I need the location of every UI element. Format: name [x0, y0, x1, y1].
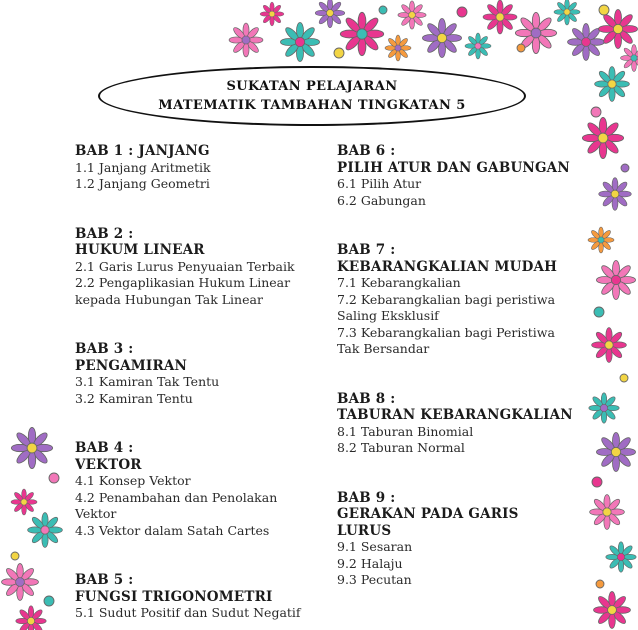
flower-icon	[483, 0, 517, 34]
flower-icon	[385, 35, 411, 61]
chapter-item-line: 2.1 Garis Lurus Penyuaian Terbaik	[75, 258, 295, 274]
flower-icon	[590, 495, 625, 530]
flower-icon	[592, 328, 627, 363]
chapter-heading-line: HUKUM LINEAR	[75, 242, 205, 258]
chapter-item-line: 3.2 Kamiran Tentu	[75, 390, 193, 406]
dot-icon	[621, 164, 629, 172]
flower-icon	[16, 606, 46, 630]
flower-icon	[515, 12, 556, 53]
chapter-item-line: 7.2 Kebarangkalian bagi peristiwa	[337, 291, 556, 307]
chapter-heading-line: VEKTOR	[75, 456, 142, 473]
flower-icon	[340, 12, 383, 55]
dot-icon	[599, 5, 609, 15]
chapter-heading-line: PENGAMIRAN	[75, 357, 188, 374]
flower-icon	[595, 67, 630, 102]
chapter-section	[337, 490, 552, 589]
chapter-heading-line: BAB 5 :	[75, 572, 134, 588]
chapter-section	[337, 242, 558, 358]
chapter-item-line: Saling Eksklusif	[337, 308, 439, 323]
chapter-item-line: 9.2 Halaju	[337, 555, 403, 571]
chapter-heading-line: GERAKAN PADA GARIS	[337, 506, 519, 522]
chapter-item-line: kepada Hubungan Tak Linear	[75, 291, 263, 307]
dot-icon	[620, 374, 628, 382]
dot-icon	[594, 307, 604, 317]
chapter-item-line: 5.1 Sudut Positif dan Sudut Negatif	[75, 605, 301, 620]
flower-icon	[568, 24, 605, 61]
chapter-heading-line: FUNGSI TRIGONOMETRI	[75, 588, 273, 605]
flower-icon	[260, 2, 284, 26]
chapter-section	[75, 143, 307, 193]
chapter-heading-line: BAB 9 :	[337, 489, 396, 506]
dot-icon	[49, 473, 59, 483]
flower-icon	[229, 23, 263, 57]
chapter-heading-line: LURUS	[337, 522, 392, 539]
flower-icon	[582, 117, 623, 158]
dot-icon	[592, 477, 602, 487]
flower-icon	[2, 564, 39, 601]
title-oval	[98, 66, 526, 126]
dot-icon	[334, 48, 344, 58]
flower-icon	[422, 18, 461, 57]
flower-icon	[315, 0, 345, 28]
chapter-item-line: 4.2 Penambahan dan Penolakan	[75, 489, 278, 505]
flower-icon	[554, 0, 580, 25]
chapter-item-line: 9.1 Sesaran	[337, 539, 413, 554]
flower-icon	[280, 22, 319, 61]
chapter-heading-line: BAB 6 :	[337, 143, 396, 159]
dot-icon	[379, 6, 387, 14]
chapter-item-line: 4.1 Konsep Vektor	[75, 473, 191, 488]
chapter-heading-line: BAB 1 : JANJANG	[75, 143, 210, 159]
dot-icon	[44, 596, 54, 606]
chapter-heading-line: TABURAN KEBARANGKALIAN	[337, 407, 573, 423]
chapter-item-line: Tak Bersandar	[337, 341, 430, 356]
chapter-section	[75, 226, 307, 309]
flower-icon	[606, 542, 636, 572]
chapter-item-line: 4.3 Vektor dalam Satah Cartes	[75, 522, 270, 538]
flower-icon	[588, 227, 614, 253]
flower-icon	[596, 432, 635, 471]
chapter-heading-line: PILIH ATUR DAN GABUNGAN	[337, 159, 570, 176]
flower-icon	[11, 489, 37, 515]
flower-icon	[598, 9, 637, 48]
dot-icon	[457, 7, 467, 17]
flower-icon	[11, 427, 52, 468]
left-column	[75, 143, 307, 622]
chapter-section	[337, 143, 570, 209]
flower-icon	[589, 393, 619, 423]
flower-icon	[398, 1, 426, 29]
right-column	[337, 143, 573, 622]
chapter-heading-line: BAB 4 :	[75, 440, 134, 456]
syllabus-columns	[75, 143, 575, 622]
chapter-item-line: 6.1 Pilih Atur	[337, 176, 422, 191]
chapter-section	[75, 572, 307, 622]
chapter-section	[75, 341, 307, 407]
chapter-section	[75, 440, 307, 539]
dot-icon	[517, 44, 525, 52]
chapter-item-line: 1.1 Janjang Aritmetik	[75, 159, 211, 175]
flower-icon	[621, 45, 638, 72]
page-title-line1: SUKATAN PELAJARAN	[226, 79, 398, 94]
flower-icon	[599, 178, 632, 211]
chapter-heading-line: BAB 2 :	[75, 225, 134, 242]
chapter-item-line: 8.2 Taburan Normal	[337, 440, 465, 455]
chapter-heading-line: BAB 3 :	[75, 341, 134, 357]
chapter-item-line: 8.1 Taburan Binomial	[337, 423, 474, 439]
chapter-item-line: 1.2 Janjang Geometri	[75, 176, 210, 191]
chapter-section	[337, 390, 573, 457]
flower-icon	[594, 592, 631, 629]
dot-icon	[11, 552, 19, 560]
dot-icon	[591, 107, 601, 117]
page-title-line2: MATEMATIK TAMBAHAN TINGKATAN 5	[158, 98, 466, 113]
chapter-heading-line: KEBARANGKALIAN MUDAH	[337, 258, 558, 275]
flower-icon	[28, 513, 63, 548]
chapter-item-line: 3.1 Kamiran Tak Tentu	[75, 374, 220, 389]
chapter-item-line: 7.3 Kebarangkalian bagi Peristiwa	[337, 324, 555, 340]
chapter-item-line: 2.2 Pengaplikasian Hukum Linear	[75, 275, 291, 290]
chapter-item-line: 7.1 Kebarangkalian	[337, 275, 461, 290]
chapter-item-line: 6.2 Gabungan	[337, 192, 426, 208]
chapter-item-line: 9.3 Pecutan	[337, 572, 412, 587]
chapter-heading-line: BAB 8 :	[337, 390, 396, 407]
dot-icon	[596, 580, 604, 588]
chapter-item-line: Vektor	[75, 506, 117, 521]
flower-icon	[465, 33, 491, 59]
flower-icon	[596, 260, 635, 299]
chapter-heading-line: BAB 7 :	[337, 242, 396, 258]
